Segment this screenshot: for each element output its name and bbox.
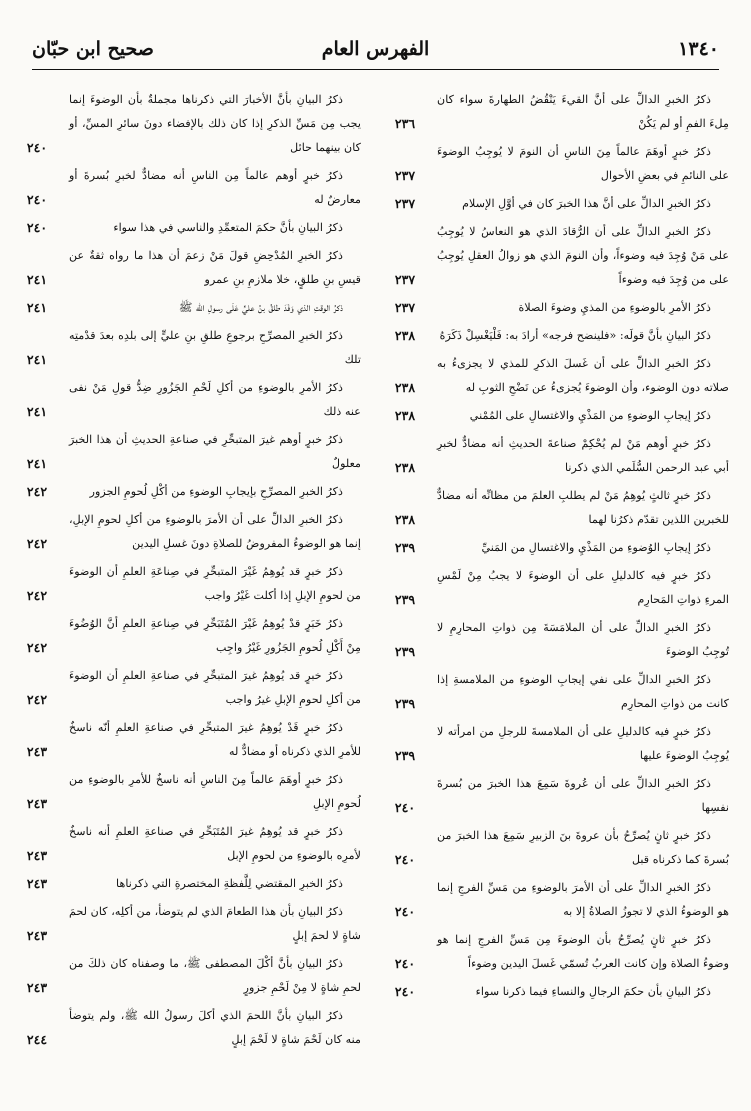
- index-entry: [385, 432, 729, 480]
- index-entry-title: ذكرُ الخبرِ الدالِّ على أن عُروةَ سَمِعَ هذا الخبرَ من بُسرةَ نفسِها: [437, 777, 729, 814]
- index-entry-page-number: ٢٣٧: [394, 272, 416, 287]
- index-entry-page-number: ٢٤٠: [26, 140, 48, 155]
- index-entry: [17, 88, 361, 160]
- index-entry: [17, 480, 361, 504]
- index-entry-text: [17, 324, 361, 372]
- index-entry: [17, 612, 361, 660]
- index-entry-page-number: ٢٣٨: [394, 512, 416, 527]
- index-entry: [385, 536, 729, 560]
- index-entry: [385, 352, 729, 400]
- index-entry-page-number: ٢٤٠: [394, 852, 416, 867]
- index-entry-page-number: ٢٤١: [26, 352, 48, 367]
- index-entry-title: ذكرُ الخبرِ الدالِّ على أنَّ هذا الخبرَ كان في أوَّلِ الإسلام: [462, 197, 711, 210]
- index-entry-page-number: ٢٤٤: [26, 1032, 48, 1047]
- index-entry-title: ذكرُ البيانِ بأنَّ حكمَ المتعمِّدِ والناسي في هذا سواء: [113, 221, 343, 234]
- index-entry-page-number: ٢٤١: [26, 456, 48, 471]
- index-entry-title: ذكرُ خبرٍ أوهَمَ عالماً مِنَ الناسِ أن النومَ لا يُوجِبُ الوضوءَ على النائمِ في بعضِ الأحوال: [437, 145, 729, 182]
- index-entry: [385, 772, 729, 820]
- index-entry-page-number: ٢٤٣: [26, 876, 48, 891]
- index-entry-page-number: ٢٤٠: [26, 192, 48, 207]
- index-column-right: [385, 88, 729, 1008]
- index-entry-text: [17, 508, 361, 556]
- index-entry-page-number: ٢٤٢: [26, 536, 48, 551]
- index-entry-title: ذكرُ البيانِ بأنَّ أكْلَ المصطفى ﷺ، ما وصفناه كان ذلكَ من لحمِ شاةٍ لا مِنْ لَحْمِ جزورٍ: [69, 957, 361, 994]
- index-entry: [17, 560, 361, 608]
- index-entry: [385, 296, 729, 320]
- index-entry: [385, 668, 729, 716]
- index-entry: [17, 1004, 361, 1052]
- index-entry-page-number: ٢٤٢: [26, 588, 48, 603]
- index-entry-text: [17, 952, 361, 1000]
- index-entry-text: [385, 88, 729, 136]
- index-entry: [385, 720, 729, 768]
- index-entry-page-number: ٢٣٦: [394, 116, 416, 131]
- index-entry-page-number: ٢٤٠: [394, 800, 416, 815]
- index-entry-title: ذكرُ خبرٍ أوهَمَ عالماً مِنَ الناسِ أنه ناسخٌ للأمرِ بالوضوءِ من لُحومِ الإبلِ: [69, 773, 361, 810]
- index-entry: [385, 192, 729, 216]
- index-entry-text: [385, 324, 729, 348]
- index-entry-title: ذكرُ الخبرِ المُدْحِضِ قولَ مَنْ زعمَ أن هذا ما رواه ثقةٌ عن قيسِ بنِ طلقٍ، خلا ملازمِ بنِ عمرو: [69, 249, 361, 286]
- index-entry: [17, 820, 361, 868]
- index-entry-page-number: ٢٣٩: [394, 540, 416, 555]
- index-entry-page-number: ٢٣٩: [394, 644, 416, 659]
- index-entry: [385, 616, 729, 664]
- index-entry-text: [17, 664, 361, 712]
- index-entry-text: [385, 720, 729, 768]
- index-entry-title: ذكرُ خبرٍ فيه كالدليلِ على أن الملامسةَ للرجلِ من امرأته لا يُوجِبُ الوضوءَ عليها: [437, 725, 729, 762]
- index-entry-page-number: ٢٤٠: [26, 220, 48, 235]
- index-entry-title: ذكرُ الخبرِ المصرِّحِ بإيجابِ الوضوءِ من أكْلِ لُحومِ الجزور: [89, 485, 343, 498]
- index-entry-title: ذكرُ إيجابِ الوضوءِ من المَذْيِ والاغتسالِ على المُمْني: [469, 409, 711, 422]
- index-entry-text: [17, 296, 361, 320]
- index-entry-title: ذكرُ خبرٍ قد يُوهِمُ غيرَ المُتَبَحِّرِ في صناعةِ العلمِ أنه ناسخٌ لأمرِه بالوضوءِ من لحومِ الإبل: [69, 825, 361, 862]
- index-entry-title: ذكرُ الخبرِ المصرِّحِ برجوعِ طلقِ بنِ عليٍّ إلى بلدِه بعدَ قدْمتِه تلك: [69, 329, 361, 366]
- index-entry-title: ذكرُ البيانِ بأنَّ اللحمَ الذي أكلَ رسولُ الله ﷺ، ولم يتوضأ منه كان لَحْمَ شاةٍ لا لَحْمَ إبلٍ: [69, 1009, 361, 1046]
- index-entry-title: ذكرُ خَبَرٍ قدْ يُوهِمُ غَيْرَ المُتَبَحِّرِ في صِناعةِ العلمِ أنَّ الوُضُوءَ مِنْ أَكْلِ لُحومِ الجَزُورِ غَيْرُ واجِب: [69, 617, 361, 654]
- index-entry: [385, 564, 729, 612]
- index-entry: [385, 824, 729, 872]
- index-entry-page-number: ٢٤١: [26, 300, 48, 315]
- index-entry-title: ذكرُ خبرٍ أوهم عالماً مِن الناسِ أنه مضادٌّ لخبرِ بُسرةَ أو معارضٌ له: [69, 169, 361, 206]
- index-entry-text: [385, 352, 729, 400]
- index-entry-page-number: ٢٣٨: [394, 380, 416, 395]
- index-entry-title: ذكرُ الخبرِ الدالِّ على أن الأمرَ بالوضوءِ من أكلِ لحومِ الإبلِ، إنما هو الوضوءُ المفروضُ للصلاةِ دونَ غسلِ اليدين: [69, 513, 361, 550]
- index-entry-text: [17, 244, 361, 292]
- index-entry-title: ذكرُ خبرٍ ثانٍ يُصرِّحُ بأن الوضوءَ مِن مَسِّ الفرجِ إنما هو وضوءُ الصلاة وإن كانت العربُ تُسمّي غَسلَ اليدين وضوءاً: [437, 933, 729, 970]
- index-entry-title: ذكرُ خبرٍ ثانٍ يُصرِّحُ بأن عروةَ بنَ الزبيرِ سَمِعَ هذا الخبرَ من بُسرةَ كما ذكرناه قبل: [437, 829, 729, 866]
- index-entry-text: [17, 820, 361, 868]
- index-entry-title: ذكرُ خبرٍ ثالثٍ يُوهِمُ مَنْ لم يطلبِ العلمَ من مظانِّه أنه مضادٌّ للخبرين اللذين تقدّم ذكرُنا لهما: [437, 489, 729, 526]
- index-entry-text: [17, 376, 361, 424]
- index-entry: [17, 376, 361, 424]
- index-entry: [385, 324, 729, 348]
- index-entry-title: ذكرُ البيانِ بأن حكمَ الرجالِ والنساءِ فيما ذكرنا سواء: [475, 985, 711, 998]
- page-header: [32, 38, 719, 68]
- index-entry-text: [17, 560, 361, 608]
- index-entry-page-number: ٢٣٩: [394, 592, 416, 607]
- index-entry-page-number: ٢٤٣: [26, 928, 48, 943]
- index-entry-text: [17, 480, 361, 504]
- index-entry-text: [385, 192, 729, 216]
- index-entry-page-number: ٢٣٨: [394, 408, 416, 423]
- index-entry-text: [17, 428, 361, 476]
- index-entry: [17, 216, 361, 240]
- index-entry-page-number: ٢٤١: [26, 272, 48, 287]
- header-rule: [32, 69, 719, 70]
- index-entry-page-number: ٢٤٢: [26, 692, 48, 707]
- index-entry-title: ذكرُ الأمرِ بالوضوءِ من أكلِ لَحْمِ الجَزُورِ ضِدُّ قولِ مَنْ نفى عنه ذلك: [69, 381, 361, 418]
- index-entry-title: ذكرُ البيانِ بأن هذا الطعامَ الذي لم يتوضأ، من أكلِه، كان لحمَ شاةٍ لا لحمَ إبلٍ: [69, 905, 361, 942]
- index-entry: [17, 872, 361, 896]
- index-entry: [17, 428, 361, 476]
- index-entry-page-number: ٢٤٠: [394, 956, 416, 971]
- index-entry-title: ذكرُ خبرٍ أوهم مَنْ لم يُحْكِمْ صناعةَ الحديثِ أنه مضادٌّ لخبرِ أبي عبد الرحمن السُّلَمي الذي ذكرنا: [437, 437, 729, 474]
- index-entry-page-number: ٢٣٨: [394, 460, 416, 475]
- index-entry-title: ذكرُ خبرٍ قد يُوهِمُ غيرَ المتبحِّرِ في صناعةِ العلمِ أن الوضوءَ من أكلِ لحومِ الإبلِ غيرُ واجب: [69, 669, 361, 706]
- index-entry-text: [385, 668, 729, 716]
- index-entry-text: [17, 768, 361, 816]
- index-entry-title: ذكرُ خبرٍ قد يُوهِمُ غَيْرَ المتبحِّرِ في صِناعَةِ العلمِ أن الوضوءَ من لحومِ الإبلِ إذا أكلت غَيْرُ واجب: [69, 565, 361, 602]
- section-title: الفهرس العام: [321, 38, 430, 60]
- index-entry-text: [385, 616, 729, 664]
- index-entry: [385, 88, 729, 136]
- index-entry-text: [17, 716, 361, 764]
- index-entry-page-number: ٢٣٧: [394, 168, 416, 183]
- index-entry-page-number: ٢٤٠: [394, 904, 416, 919]
- index-entry-page-number: ٢٣٩: [394, 748, 416, 763]
- index-entry-text: [385, 564, 729, 612]
- index-entry: [17, 324, 361, 372]
- index-entry-page-number: ٢٤٣: [26, 848, 48, 863]
- index-entry-page-number: ٢٤١: [26, 404, 48, 419]
- index-entry: [17, 900, 361, 948]
- index-entry-title: ذكرُ إيجابِ الوُضوءِ من المَذْيِ والاغتسالِ من المَنيِّ: [481, 541, 711, 554]
- index-entry-title: ذكرُ الخبرِ الدالِّ على أن غَسلَ الذكرِ للمذي لا يجزىءُ به صلاته دون الوضوء، وأن الوضوءَ يُجزىءُ عن نَضْحِ الثوبِ له: [437, 357, 729, 394]
- index-entry-title: ذكرُ الخبرِ الدالِّ على أنَّ القيءَ يَنْقُضُ الطهارةَ سواء كان مِلءَ الفمِ أو لم يَكُنْ: [437, 93, 729, 130]
- index-entry: [17, 508, 361, 556]
- index-entry-page-number: ٢٣٧: [394, 300, 416, 315]
- index-entry-page-number: ٢٣٩: [394, 696, 416, 711]
- index-entry-text: [385, 536, 729, 560]
- index-entry: [17, 768, 361, 816]
- index-entry-page-number: ٢٤٣: [26, 980, 48, 995]
- index-entry-title: ذكرُ الخبرِ الدالِّ على أن الرُّقادَ الذي هو النعاسُ لا يُوجِبُ على مَنْ وُجِدَ فيه وضوءاً، وأن النومَ الذي هو زوالُ العقلِ يُوجِبُ على من وُجِدَ فيه وضوءاً: [437, 225, 729, 286]
- index-entry-text: [17, 900, 361, 948]
- index-entry-text: [385, 876, 729, 924]
- index-entry-text: [17, 1004, 361, 1052]
- index-entry-title: ذكرُ البيانِ بأنَّ قولَه: «فلينضح فرجه» أرادَ به: فَلْيَغْسِلْ ذَكَرَهُ: [439, 329, 711, 342]
- index-entry-title: ذكرُ خبرٍ فيه كالدليلِ على أن الوضوءَ لا يجبُ مِنْ لَمْسِ المرءِ ذواتِ المَحارِم: [437, 569, 729, 606]
- index-entry-title: ذكرُ الخبرِ المقتضي لِلَّفظةِ المختصرةِ التي ذكرناها: [116, 877, 343, 890]
- index-entry-page-number: ٢٤٢: [26, 484, 48, 499]
- index-entry-page-number: ٢٤٣: [26, 796, 48, 811]
- index-entry-title: ذكرُ البيانِ بأنَّ الأخبارَ التي ذكرناها مجملةٌ بأن الوضوءَ إنما يجب مِن مَسِّ الذكرِ إذا كان ذلك بالإفضاء دونَ سائرِ المسِّ، أو كان بينهما حائل: [69, 93, 361, 154]
- index-entry-title: ذكرُ خبرٍ أوهم غيرَ المتبحِّرِ في صناعةِ الحديثِ أن هذا الخبرَ معلولٌ: [69, 433, 361, 470]
- index-entry-page-number: ٢٤٢: [26, 640, 48, 655]
- index-entry-text: [385, 484, 729, 532]
- index-entry-title: ذكرُ الوقتِ الذي وَفَدَ طلقُ بنُ عليٍّ عَلَى رسولِ الله ﷺ: [178, 301, 343, 314]
- index-entry-text: [385, 432, 729, 480]
- index-entry: [385, 876, 729, 924]
- index-entry: [385, 484, 729, 532]
- index-entry-text: [385, 296, 729, 320]
- page-number: ١٣٤٠: [678, 38, 719, 60]
- index-entry: [17, 244, 361, 292]
- index-entry: [17, 716, 361, 764]
- index-entry-text: [385, 404, 729, 428]
- index-entry: [385, 928, 729, 976]
- index-entry-text: [385, 772, 729, 820]
- index-entry-text: [385, 980, 729, 1004]
- index-entry-text: [17, 872, 361, 896]
- book-title: صحيح ابن حبّان: [32, 38, 154, 60]
- index-entry-page-number: ٢٣٨: [394, 328, 416, 343]
- index-entry-page-number: ٢٤٣: [26, 744, 48, 759]
- index-entry: [385, 980, 729, 1004]
- index-entry-text: [17, 88, 361, 160]
- index-entry-text: [17, 216, 361, 240]
- index-entry-text: [385, 824, 729, 872]
- index-entry-page-number: ٢٣٧: [394, 196, 416, 211]
- index-entry: [385, 140, 729, 188]
- index-column-left: [17, 88, 361, 1056]
- index-entry-text: [17, 164, 361, 212]
- index-entry: [17, 664, 361, 712]
- index-entry: [17, 164, 361, 212]
- index-entry-page-number: ٢٤٠: [394, 984, 416, 999]
- index-entry: [17, 952, 361, 1000]
- index-entry-text: [385, 140, 729, 188]
- index-entry-title: ذكرُ خبرٍ قَدْ يُوهِمُ غيرَ المتبحِّرِ في صناعةِ العلمِ أنّه ناسخٌ للأمرِ الذي ذكرناه أو مضادٌّ له: [69, 721, 361, 758]
- index-entry: [385, 404, 729, 428]
- index-entry-text: [385, 220, 729, 292]
- index-entry-title: ذكرُ الخبرِ الدالِّ على أن الأمرَ بالوضوءِ من مَسِّ الفرجِ إنما هو الوضوءُ الذي لا تجوزُ الصلاةُ إلا به: [437, 881, 729, 918]
- index-entry-title: ذكرُ الخبرِ الدالِّ على أن الملامَسَةَ مِن ذواتِ المحارِمِ لا تُوجِبُ الوضوءَ: [437, 621, 729, 658]
- index-entry-title: ذكرُ الأمرِ بالوضوءِ من المذيِ وضوءَ الصلاة: [518, 301, 711, 314]
- index-entry-title: ذكرُ الخبرِ الدالِّ على نفي إيجابِ الوضوءِ من الملامسةِ إذا كانت من ذواتِ المحارِم: [437, 673, 729, 710]
- index-entry: [385, 220, 729, 292]
- index-entry: [17, 296, 361, 320]
- index-entry-text: [385, 928, 729, 976]
- index-entry-text: [17, 612, 361, 660]
